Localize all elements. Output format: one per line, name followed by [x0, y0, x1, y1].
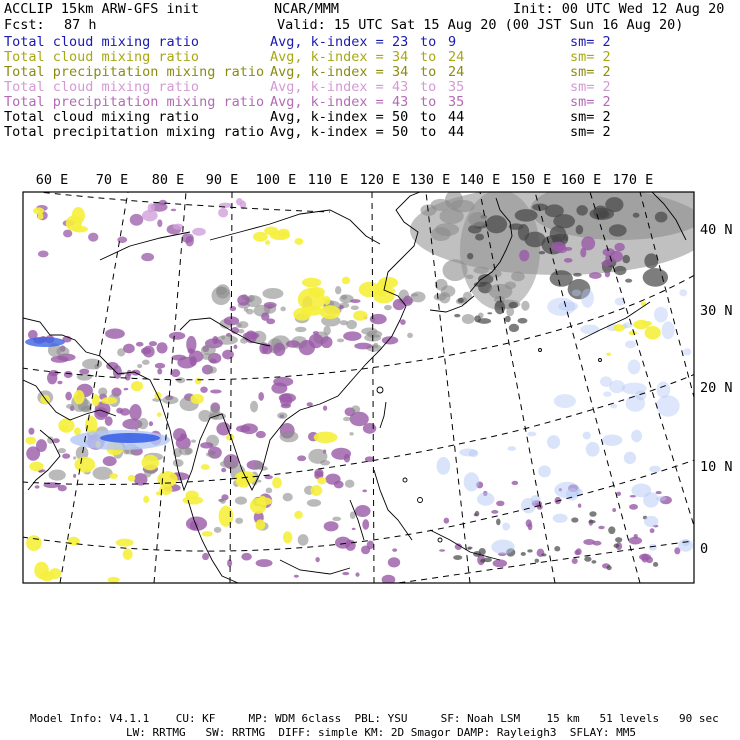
init-time: Init: 00 UTC Wed 12 Aug 20 — [513, 1, 725, 17]
field-6-k1: 50 — [392, 109, 409, 125]
lat-label: 20 N — [700, 380, 733, 396]
plot-title: ACCLIP 15km ARW-GFS init — [4, 1, 200, 17]
field-6-to: to — [420, 109, 437, 125]
field-2-avg: Avg, k-index = — [270, 49, 384, 65]
field-7-sm: sm= 2 — [570, 124, 611, 140]
field-5-name: Total precipitation mixing ratio — [4, 94, 265, 110]
field-6-k2: 44 — [448, 109, 465, 125]
field-3-sm: sm= 2 — [570, 64, 611, 80]
lon-label: 130 E — [409, 172, 451, 188]
field-5-sm: sm= 2 — [570, 94, 611, 110]
field-1-sm: sm= 2 — [570, 34, 611, 50]
lon-label: 70 E — [95, 172, 129, 188]
field-5-k1: 43 — [392, 94, 409, 110]
field-1-avg: Avg, k-index = — [270, 34, 384, 50]
field-4-k1: 43 — [392, 79, 409, 95]
lon-label: 60 E — [35, 172, 69, 188]
field-2-k1: 34 — [392, 49, 409, 65]
field-7-to: to — [420, 124, 437, 140]
field-2-sm: sm= 2 — [570, 49, 611, 65]
lat-label: 10 N — [700, 459, 733, 475]
field-4-name: Total cloud mixing ratio — [4, 79, 200, 95]
latitude-labels — [700, 222, 733, 557]
field-3-k2: 24 — [448, 64, 465, 80]
lat-label: 40 N — [700, 222, 733, 238]
lon-label: 80 E — [151, 172, 185, 188]
field-4-k2: 35 — [448, 79, 465, 95]
lon-label: 170 E — [612, 172, 654, 188]
lon-label: 120 E — [359, 172, 401, 188]
lon-label: 160 E — [560, 172, 602, 188]
field-3-k1: 34 — [392, 64, 409, 80]
lat-label: 0 — [700, 541, 709, 557]
model-info-line1: Model Info: V4.1.1 CU: KF MP: WDM 6class PBL: YSU SF: Noah LSM 15 km 51 levels 90 sec — [30, 712, 719, 725]
lon-label: 140 E — [459, 172, 501, 188]
lon-label: 100 E — [255, 172, 297, 188]
field-3-name: Total precipitation mixing ratio — [4, 64, 265, 80]
field-7-name: Total precipitation mixing ratio — [4, 124, 265, 140]
lon-label: 110 E — [307, 172, 349, 188]
field-6-sm: sm= 2 — [570, 109, 611, 125]
field-1-k1: 23 — [392, 34, 409, 50]
field-4-avg: Avg, k-index = — [270, 79, 384, 95]
field-7-avg: Avg, k-index = — [270, 124, 384, 140]
forecast-hour: 87 h — [64, 17, 97, 33]
field-7-k1: 50 — [392, 124, 409, 140]
field-2-to: to — [420, 49, 437, 65]
field-3-avg: Avg, k-index = — [270, 64, 384, 80]
lon-label: 150 E — [510, 172, 552, 188]
field-4-to: to — [420, 79, 437, 95]
lon-label: 90 E — [205, 172, 239, 188]
model-info-line2: LW: RRTMG SW: RRTMG DIFF: simple KM: 2D Smagor DAMP: Rayleigh3 SFLAY: MM5 — [126, 726, 636, 739]
field-5-to: to — [420, 94, 437, 110]
field-2-k2: 24 — [448, 49, 465, 65]
field-1-k2: 9 — [448, 34, 457, 50]
field-6-name: Total cloud mixing ratio — [4, 109, 200, 125]
field-7-k2: 44 — [448, 124, 465, 140]
field-3-to: to — [420, 64, 437, 80]
field-5-avg: Avg, k-index = — [270, 94, 384, 110]
forecast-label: Fcst: — [4, 17, 45, 33]
field-2-name: Total cloud mixing ratio — [4, 49, 200, 65]
valid-time: Valid: 15 UTC Sat 15 Aug 20 (00 JST Sun 16 Aug 20) — [277, 17, 684, 33]
mixing-ratio-shading — [25, 180, 710, 585]
longitude-labels — [36, 172, 654, 188]
lat-label: 30 N — [700, 303, 733, 319]
org-label: NCAR/MMM — [274, 1, 340, 17]
field-1-to: to — [420, 34, 437, 50]
field-6-avg: Avg, k-index = — [270, 109, 384, 125]
field-1-name: Total cloud mixing ratio — [4, 34, 200, 50]
field-5-k2: 35 — [448, 94, 465, 110]
field-4-sm: sm= 2 — [570, 79, 611, 95]
